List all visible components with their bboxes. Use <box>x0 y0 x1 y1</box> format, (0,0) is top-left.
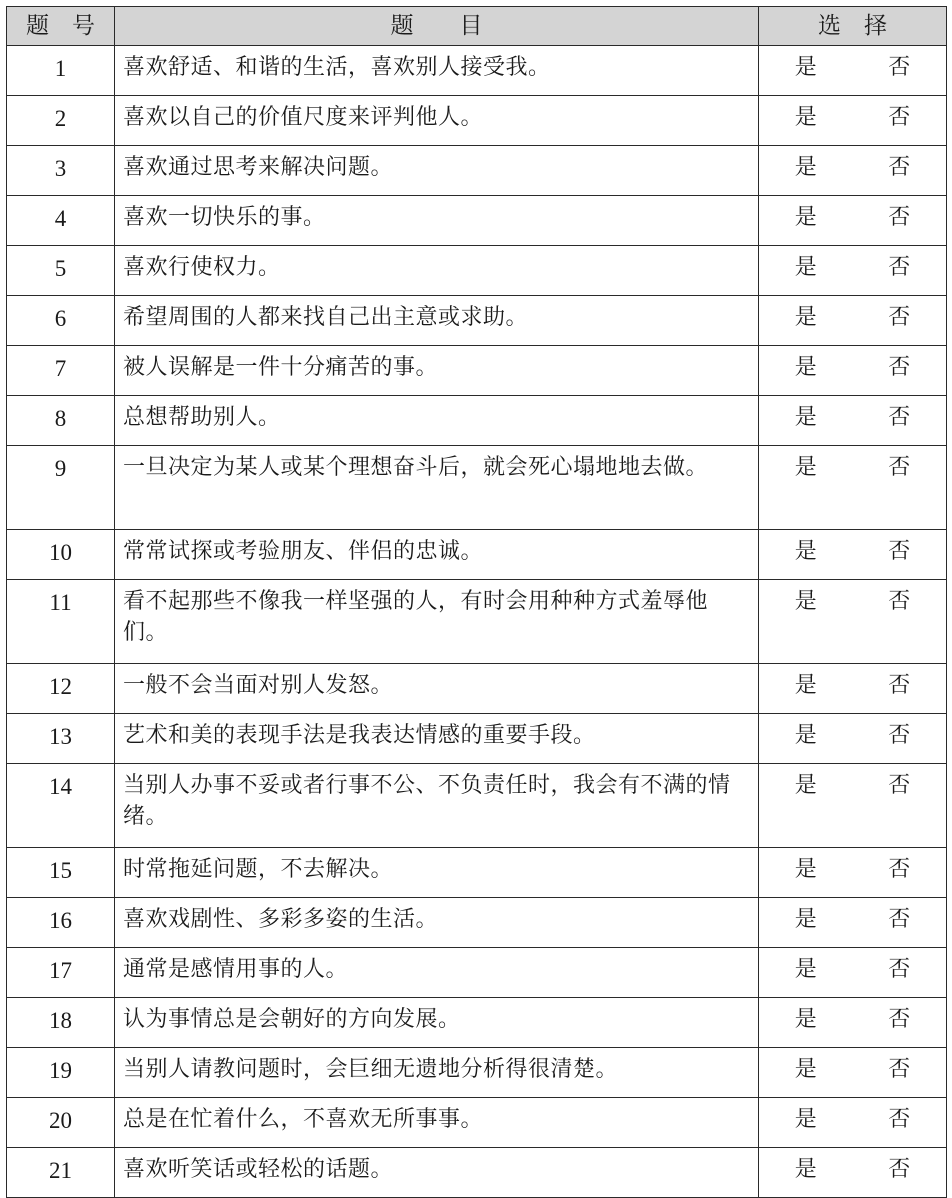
table-row <box>7 96 947 146</box>
option-no[interactable]: 否 <box>853 296 947 346</box>
question-text: 通常是感情用事的人。 <box>115 948 759 998</box>
question-number: 18 <box>7 998 115 1048</box>
table-row <box>7 898 947 948</box>
header-number: 题 号 <box>7 7 115 46</box>
option-no[interactable]: 否 <box>853 1048 947 1098</box>
table-row <box>7 346 947 396</box>
question-text: 认为事情总是会朝好的方向发展。 <box>115 998 759 1048</box>
questionnaire-sheet <box>6 6 947 1198</box>
option-yes[interactable]: 是 <box>759 580 853 664</box>
question-number: 4 <box>7 196 115 246</box>
question-number: 15 <box>7 848 115 898</box>
question-number: 5 <box>7 246 115 296</box>
option-no[interactable]: 否 <box>853 146 947 196</box>
question-number: 11 <box>7 580 115 664</box>
question-number: 19 <box>7 1048 115 1098</box>
table-body <box>7 46 947 1198</box>
table-row <box>7 764 947 848</box>
question-number: 17 <box>7 948 115 998</box>
question-number: 9 <box>7 446 115 530</box>
question-text: 喜欢通过思考来解决问题。 <box>115 146 759 196</box>
question-number: 10 <box>7 530 115 580</box>
table-row <box>7 714 947 764</box>
question-number: 12 <box>7 664 115 714</box>
question-number: 20 <box>7 1098 115 1148</box>
question-text: 喜欢戏剧性、多彩多姿的生活。 <box>115 898 759 948</box>
question-text: 喜欢一切快乐的事。 <box>115 196 759 246</box>
question-text: 看不起那些不像我一样坚强的人，有时会用种种方式羞辱他们。 <box>115 580 759 664</box>
option-no[interactable]: 否 <box>853 446 947 530</box>
question-number: 1 <box>7 46 115 96</box>
table-row <box>7 1048 947 1098</box>
table-row <box>7 664 947 714</box>
option-no[interactable]: 否 <box>853 1148 947 1198</box>
option-no[interactable]: 否 <box>853 46 947 96</box>
question-text: 一旦决定为某人或某个理想奋斗后，就会死心塌地地去做。 <box>115 446 759 530</box>
table-row <box>7 296 947 346</box>
question-number: 3 <box>7 146 115 196</box>
option-yes[interactable]: 是 <box>759 530 853 580</box>
question-text: 常常试探或考验朋友、伴侣的忠诚。 <box>115 530 759 580</box>
option-no[interactable]: 否 <box>853 1098 947 1148</box>
question-number: 14 <box>7 764 115 848</box>
question-number: 21 <box>7 1148 115 1198</box>
table-row <box>7 530 947 580</box>
option-no[interactable]: 否 <box>853 848 947 898</box>
header-question: 题 目 <box>115 7 759 46</box>
questionnaire-table <box>6 6 947 1198</box>
question-text: 被人误解是一件十分痛苦的事。 <box>115 346 759 396</box>
option-yes[interactable]: 是 <box>759 1148 853 1198</box>
option-yes[interactable]: 是 <box>759 46 853 96</box>
question-text: 喜欢听笑话或轻松的话题。 <box>115 1148 759 1198</box>
question-text: 当别人办事不妥或者行事不公、不负责任时，我会有不满的情绪。 <box>115 764 759 848</box>
table-row <box>7 948 947 998</box>
option-yes[interactable]: 是 <box>759 396 853 446</box>
table-row <box>7 580 947 664</box>
option-yes[interactable]: 是 <box>759 96 853 146</box>
question-text: 艺术和美的表现手法是我表达情感的重要手段。 <box>115 714 759 764</box>
question-number: 8 <box>7 396 115 446</box>
option-no[interactable]: 否 <box>853 246 947 296</box>
option-no[interactable]: 否 <box>853 998 947 1048</box>
option-yes[interactable]: 是 <box>759 1048 853 1098</box>
option-no[interactable]: 否 <box>853 898 947 948</box>
option-no[interactable]: 否 <box>853 96 947 146</box>
question-text: 时常拖延问题，不去解决。 <box>115 848 759 898</box>
question-number: 6 <box>7 296 115 346</box>
option-yes[interactable]: 是 <box>759 446 853 530</box>
table-row <box>7 146 947 196</box>
option-yes[interactable]: 是 <box>759 764 853 848</box>
option-no[interactable]: 否 <box>853 196 947 246</box>
option-no[interactable]: 否 <box>853 530 947 580</box>
option-no[interactable]: 否 <box>853 714 947 764</box>
option-yes[interactable]: 是 <box>759 714 853 764</box>
option-yes[interactable]: 是 <box>759 346 853 396</box>
header-choice: 选 择 <box>759 7 947 46</box>
header-row <box>7 7 947 46</box>
option-yes[interactable]: 是 <box>759 898 853 948</box>
option-yes[interactable]: 是 <box>759 948 853 998</box>
option-yes[interactable]: 是 <box>759 848 853 898</box>
table-row <box>7 46 947 96</box>
question-number: 2 <box>7 96 115 146</box>
option-yes[interactable]: 是 <box>759 664 853 714</box>
table-row <box>7 848 947 898</box>
table-row <box>7 446 947 530</box>
question-text: 总是在忙着什么，不喜欢无所事事。 <box>115 1098 759 1148</box>
option-yes[interactable]: 是 <box>759 1098 853 1148</box>
question-text: 喜欢行使权力。 <box>115 246 759 296</box>
question-text: 一般不会当面对别人发怒。 <box>115 664 759 714</box>
option-no[interactable]: 否 <box>853 396 947 446</box>
table-row <box>7 1148 947 1198</box>
question-text: 总想帮助别人。 <box>115 396 759 446</box>
table-row <box>7 196 947 246</box>
question-number: 13 <box>7 714 115 764</box>
option-no[interactable]: 否 <box>853 664 947 714</box>
table-row <box>7 1098 947 1148</box>
question-number: 7 <box>7 346 115 396</box>
option-no[interactable]: 否 <box>853 948 947 998</box>
option-no[interactable]: 否 <box>853 580 947 664</box>
option-yes[interactable]: 是 <box>759 196 853 246</box>
option-yes[interactable]: 是 <box>759 246 853 296</box>
table-row <box>7 246 947 296</box>
option-no[interactable]: 否 <box>853 346 947 396</box>
table-header <box>7 7 947 46</box>
question-text: 喜欢以自己的价值尺度来评判他人。 <box>115 96 759 146</box>
table-row <box>7 396 947 446</box>
option-yes[interactable]: 是 <box>759 998 853 1048</box>
question-text: 喜欢舒适、和谐的生活，喜欢别人接受我。 <box>115 46 759 96</box>
question-number: 16 <box>7 898 115 948</box>
question-text: 希望周围的人都来找自己出主意或求助。 <box>115 296 759 346</box>
table-row <box>7 998 947 1048</box>
option-yes[interactable]: 是 <box>759 146 853 196</box>
option-no[interactable]: 否 <box>853 764 947 848</box>
question-text: 当别人请教问题时，会巨细无遗地分析得很清楚。 <box>115 1048 759 1098</box>
option-yes[interactable]: 是 <box>759 296 853 346</box>
